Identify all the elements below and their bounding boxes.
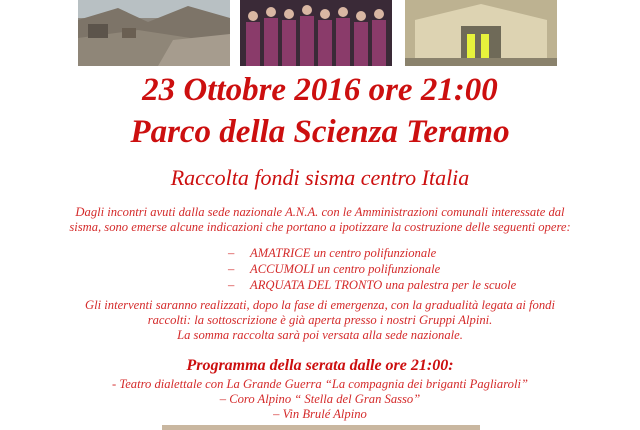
works-list [228, 245, 516, 293]
program-item: - Teatro dialettale con La Grande Guerra “La compagnia dei briganti Pagliaroli” [112, 377, 528, 391]
works-item: – AMATRICE un centro polifunzionale [228, 246, 437, 260]
works-item: – ARQUATA DEL TRONTO una palestra per le scuole [228, 278, 517, 292]
event-venue: Parco della Scienza Teramo [130, 114, 510, 150]
details-paragraph [0, 298, 640, 343]
intro-line-1: Dagli incontri avuti dalla sede nazionale A.N.A. con le Amministrazioni comunali interessate dal [75, 205, 565, 219]
program-item: – Vin Brulé Alpino [273, 407, 367, 421]
works-item-place: ACCUMOLI [250, 262, 315, 276]
event-subtitle: Raccolta fondi sisma centro Italia [170, 165, 470, 190]
program-list [0, 377, 640, 422]
bottom-photo-edge [162, 425, 480, 430]
works-item-place: ARQUATA DEL TRONTO [250, 278, 383, 292]
photo-strip [0, 0, 640, 66]
works-item-place: AMATRICE [250, 246, 311, 260]
alpine-choir-photo [240, 0, 392, 66]
intro-line-2: sisma, sono emerse alcune indicazioni che portano a ipotizzare la costruzione delle seguenti opere: [69, 220, 571, 234]
details-line-2: raccolti: la sottoscrizione è già aperta presso i nostri Gruppi Alpini. [147, 313, 493, 327]
event-date-time: 23 Ottobre 2016 ore 21:00 [142, 72, 498, 108]
works-item: – ACCUMOLI un centro polifunzionale [228, 262, 441, 276]
works-item-desc: un centro polifunzionale [317, 262, 441, 276]
intro-paragraph [0, 205, 640, 235]
program-item: – Coro Alpino “ Stella del Gran Sasso” [219, 392, 421, 406]
earthquake-rubble-photo [78, 0, 230, 66]
details-line-1: Gli interventi saranno realizzati, dopo la fase di emergenza, con la gradualità legata ai fondi [85, 298, 555, 312]
works-item-desc: una palestra per le scuole [385, 278, 517, 292]
works-item-desc: un centro polifunzionale [313, 246, 437, 260]
relief-tent-photo [405, 0, 557, 66]
details-line-3: La somma raccolta sarà poi versata alla sede nazionale. [177, 328, 463, 342]
program-title: Programma della serata dalle ore 21:00: [186, 357, 454, 374]
